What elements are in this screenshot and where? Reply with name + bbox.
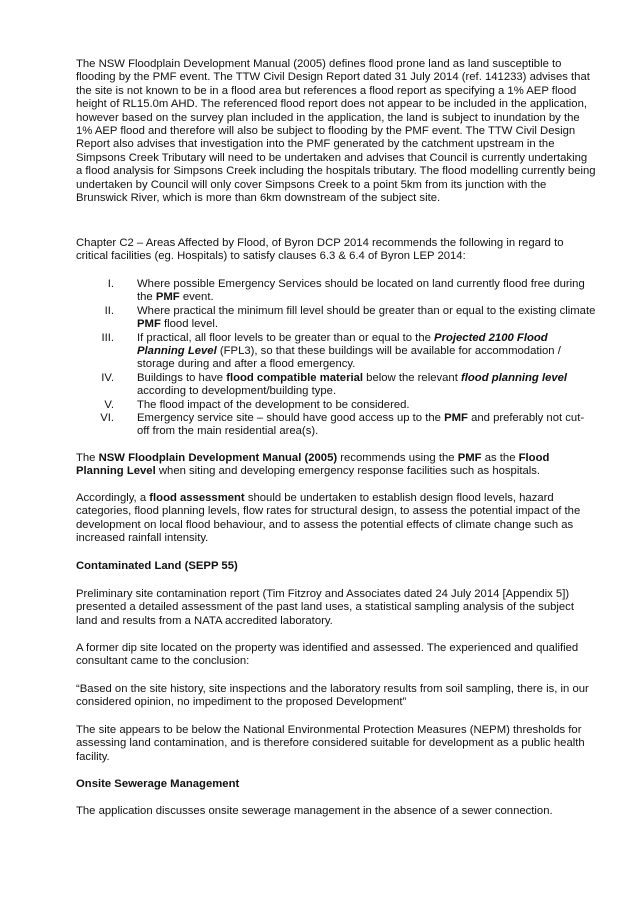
sewerage-paragraph: The application discusses onsite sewerage management in the absence of a sewer connection. bbox=[76, 805, 553, 817]
dcp-chapter-c2-paragraph: Chapter C2 – Areas Affected by Flood, of Byron DCP 2014 recommends the following in regard to critical facilities (eg. Hospitals) to satisfy clauses 6.3 & 6.4 of Byron LEP 2014: bbox=[76, 237, 564, 263]
flood-assessment-paragraph: Accordingly, a flood assessment should be undertaken to establish design flood levels, hazard categories, flood planning levels, flow rates for structural design, to assess the potential impact of the development on local flood behaviour, and to assess the potential effects of climate change such as increased rainfall intensity. bbox=[76, 492, 581, 545]
list-item: IV. Buildings to have flood compatible material below the relevant flood planning level according to development/building type. bbox=[76, 372, 596, 399]
onsite-sewerage-heading: Onsite Sewerage Management bbox=[76, 778, 240, 790]
critical-facilities-list bbox=[76, 278, 596, 439]
flood-prone-land-paragraph: The NSW Floodplain Development Manual (2005) defines flood prone land as land susceptible to flooding by the PMF event. The TTW Civil Design Report dated 31 July 2014 (ref. 141233) advises that the site is not known to be in a flood area but references a flood report as specifying a 1% AEP flood height of RL15.0m AHD. The referenced flood report does not appear to be included in the application, however based on the survey plan included in the application, the land is subject to inundation by the 1% AEP flood and therefore will also be subject to flooding by the PMF event. The TTW Civil Design Report also advises that investigation into the PMF generated by the catchment upstream in the Simpsons Creek Tributary will need to be undertaken and advises that Council is currently undertaking a flood analysis for Simpsons Creek including the hospitals tributary. The flood modelling currently being undertaken by Council will only cover Simpsons Creek to a point 5km from its junction with the Brunswick River, which is more than 6km downstream of the subject site. bbox=[76, 58, 596, 205]
contaminated-land-heading: Contaminated Land (SEPP 55) bbox=[76, 560, 238, 572]
list-item-number: VI. bbox=[100, 412, 114, 425]
dip-site-paragraph: A former dip site located on the property was identified and assessed. The experienced and qualified consultant came to the conclusion: bbox=[76, 642, 579, 668]
list-item: III. If practical, all floor levels to be greater than or equal to the Projected 2100 Flood Planning Level (FPL3), so that these buildings will be available for accommodation / storage during and after a flood emergency. bbox=[76, 332, 596, 372]
list-item-number: V. bbox=[104, 398, 114, 411]
nepm-thresholds-paragraph: The site appears to be below the National Environmental Protection Measures (NEPM) thresholds for assessing land contamination, and is therefore considered suitable for development as a public health facility. bbox=[76, 724, 585, 763]
list-item: V. The flood impact of the development to be considered. bbox=[76, 399, 596, 412]
contamination-report-paragraph: Preliminary site contamination report (Tim Fitzroy and Associates dated 24 July 2014 [Appendix 5]) presented a detailed assessment of the past land uses, a statistical sampling analysis of the subject land and results from a NATA accredited laboratory. bbox=[76, 588, 574, 627]
list-item: I. Where possible Emergency Services should be located on land currently flood free during the PMF event. bbox=[76, 278, 596, 305]
floodplain-manual-paragraph: The NSW Floodplain Development Manual (2005) recommends using the PMF as the Flood Planning Level when siting and developing emergency response facilities such as hospitals. bbox=[76, 452, 550, 478]
consultant-quote: “Based on the site history, site inspections and the laboratory results from soil sampling, there is, in our considered opinion, no impediment to the proposed Development” bbox=[76, 683, 589, 709]
list-item: II. Where practical the minimum fill level should be greater than or equal to the existing climate PMF flood level. bbox=[76, 305, 596, 332]
list-item-number: II. bbox=[104, 304, 114, 317]
list-item: VI. Emergency service site – should have good access up to the PMF and preferably not cut-off from the main residential area(s). bbox=[76, 412, 596, 439]
list-item-number: IV. bbox=[101, 371, 114, 384]
list-item-number: III. bbox=[101, 331, 114, 344]
list-item-number: I. bbox=[107, 278, 114, 290]
